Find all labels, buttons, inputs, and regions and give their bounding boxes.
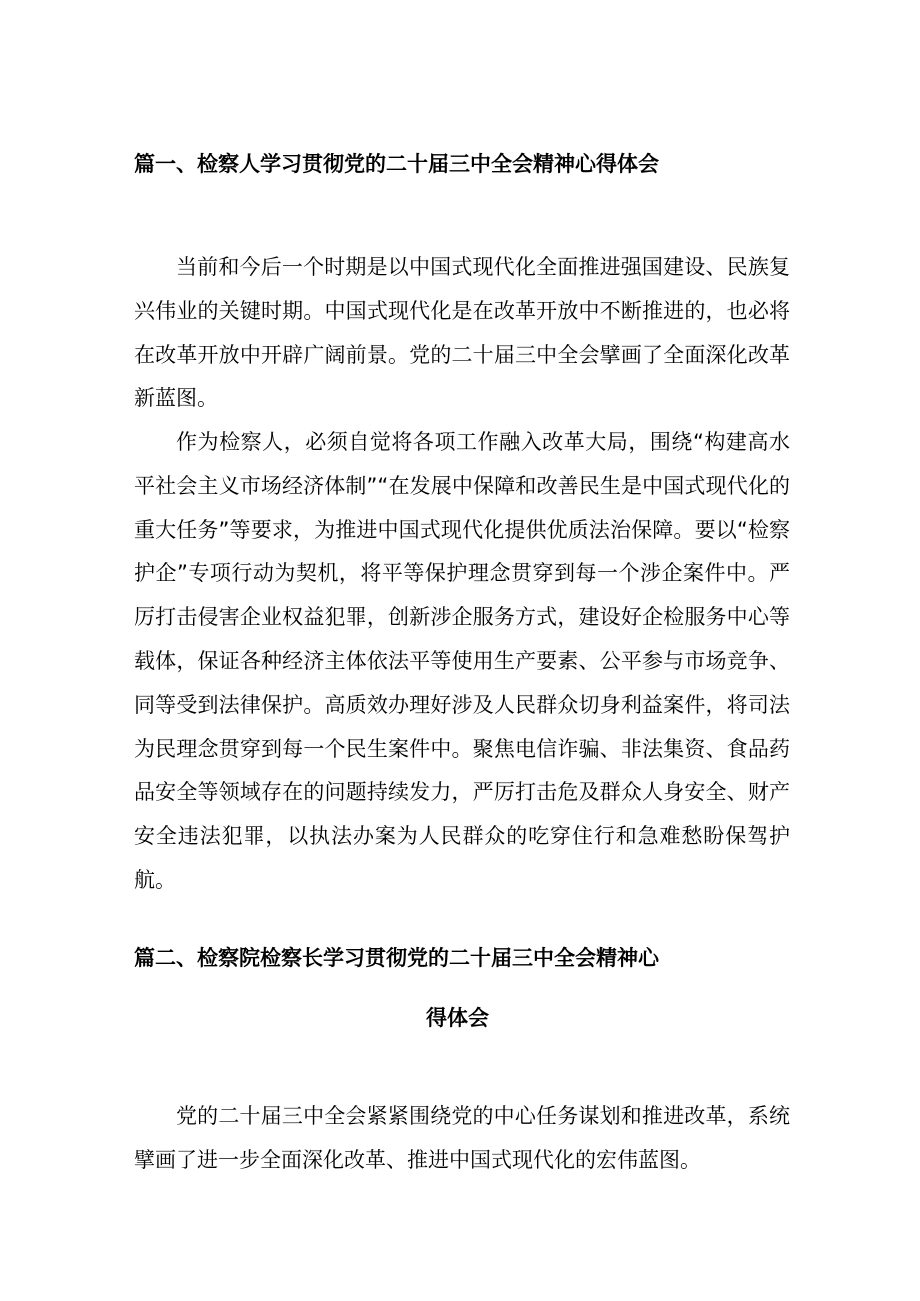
section-2-title-line-1: 篇二、检察院检察长学习贯彻党的二十届三中全会精神心 (134, 946, 659, 970)
section-2-title-line-2: 得体会 (426, 1006, 489, 1030)
section-1-paragraph-1: 当前和今后一个时期是以中国式现代化全面推进强国建设、民族复兴伟业的关键时期。中国式现代化是在改革开放中不断推进的，也必将在改革开放中开辟广阔前景。党的二十届三中全会擘画了全面深化改革新蓝图。 (134, 255, 790, 411)
section-2-paragraph-1: 党的二十届三中全会紧紧围绕党的中心任务谋划和推进改革，系统擘画了进一步全面深化改革、推进中国式现代化的宏伟蓝图。 (134, 1104, 790, 1172)
section-1-paragraph-2: 作为检察人，必须自觉将各项工作融入改革大局，围绕“构建高水平社会主义市场经济体制”“在发展中保障和改善民生是中国式现代化的重大任务”等要求，为推进中国式现代化提供优质法治保障。要以“检察护企”专项行动为契机，将平等保护理念贯穿到每一个涉企案件中。严厉打击侵害企业权益犯罪，创新涉企服务方式，建设好企检服务中心等载体，保证各种经济主体依法平等使用生产要素、公平参与市场竞争、同等受到法律保护。高质效办理好涉及人民群众切身利益案件，将司法为民理念贯穿到每一个民生案件中。聚焦电信诈骗、非法集资、食品药品安全等领域存在的问题持续发力，严厉打击危及群众人身安全、财产安全违法犯罪，以执法办案为人民群众的吃穿住行和急难愁盼保驾护航。 (134, 430, 790, 892)
section-1-title: 篇一、检察人学习贯彻党的二十届三中全会精神心得体会 (134, 152, 659, 176)
